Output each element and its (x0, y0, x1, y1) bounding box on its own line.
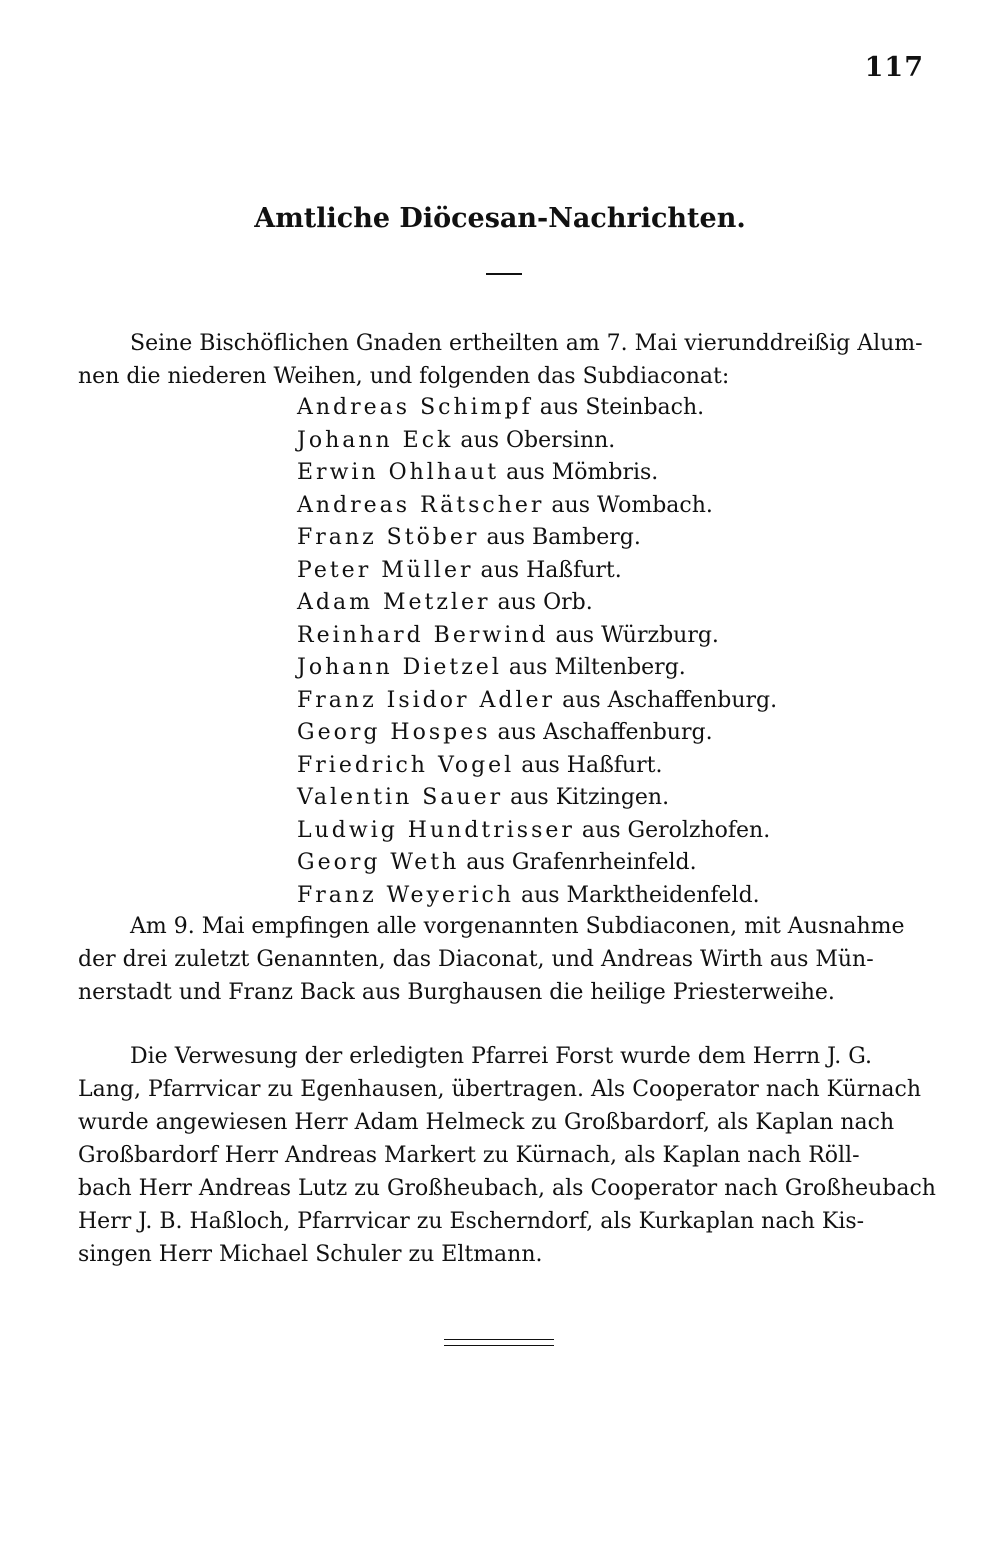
list-item: Georg Hospes aus Aschaffenburg. (297, 720, 713, 745)
list-item: Adam Metzler aus Orb. (297, 590, 593, 615)
text-line: Herr J. B. Haßloch, Pfarrvicar zu Escherndorf, als Kurkaplan nach Kis- (78, 1209, 865, 1234)
page-title: Amtliche Diöcesan-Nachrichten. (254, 203, 746, 234)
list-item: Andreas Rätscher aus Wombach. (297, 492, 713, 518)
end-divider (444, 1339, 554, 1346)
list-item: Johann Eck aus Obersinn. (297, 427, 616, 453)
text-line: Großbardorf Herr Andreas Markert zu Kürnach, als Kaplan nach Röll- (78, 1143, 860, 1168)
list-item: Franz Isidor Adler aus Aschaffenburg. (297, 687, 778, 713)
list-item: Franz Stöber aus Bamberg. (297, 525, 641, 550)
title-divider (486, 273, 522, 275)
subdeacon-list (297, 392, 777, 912)
list-item: Johann Dietzel aus Miltenberg. (297, 655, 686, 680)
list-item: Friedrich Vogel aus Haßfurt. (297, 752, 663, 778)
list-item: Peter Müller aus Haßfurt. (297, 557, 622, 583)
text-line: bach Herr Andreas Lutz zu Großheubach, als Cooperator nach Großheubach (78, 1176, 936, 1201)
text-line: Am 9. Mai empfingen alle vorgenannten Subdiaconen, mit Ausnahme (130, 914, 905, 939)
list-item: Erwin Ohlhaut aus Mömbris. (297, 460, 659, 485)
text-line: singen Herr Michael Schuler zu Eltmann. (78, 1242, 543, 1267)
text-line: Seine Bischöflichen Gnaden ertheilten am 7. Mai vierunddreißig Alum- (130, 331, 923, 356)
list-item: Georg Weth aus Grafenrheinfeld. (297, 850, 697, 875)
text-line: nen die niederen Weihen, und folgenden das Subdiaconat: (78, 364, 730, 389)
intro-paragraph (78, 327, 930, 393)
text-line: Lang, Pfarrvicar zu Egenhausen, übertragen. Als Cooperator nach Kürnach (78, 1077, 922, 1102)
list-item: Ludwig Hundtrisser aus Gerolzhofen. (297, 817, 771, 843)
ordination-paragraph (78, 910, 930, 1009)
text-line: der drei zuletzt Genannten, das Diaconat, und Andreas Wirth aus Mün- (78, 947, 874, 972)
page-number: 117 (864, 52, 924, 83)
text-line: Die Verwesung der erledigten Pfarrei Forst wurde dem Herrn J. G. (130, 1044, 873, 1069)
text-line: wurde angewiesen Herr Adam Helmeck zu Großbardorf, als Kaplan nach (78, 1110, 895, 1135)
appointments-paragraph (78, 1040, 936, 1271)
list-item: Reinhard Berwind aus Würzburg. (297, 622, 719, 648)
text-line: nerstadt und Franz Back aus Burghausen die heilige Priesterweihe. (78, 980, 835, 1005)
list-item: Valentin Sauer aus Kitzingen. (297, 785, 670, 810)
list-item: Andreas Schimpf aus Steinbach. (297, 395, 705, 420)
list-item: Franz Weyerich aus Marktheidenfeld. (297, 882, 760, 908)
